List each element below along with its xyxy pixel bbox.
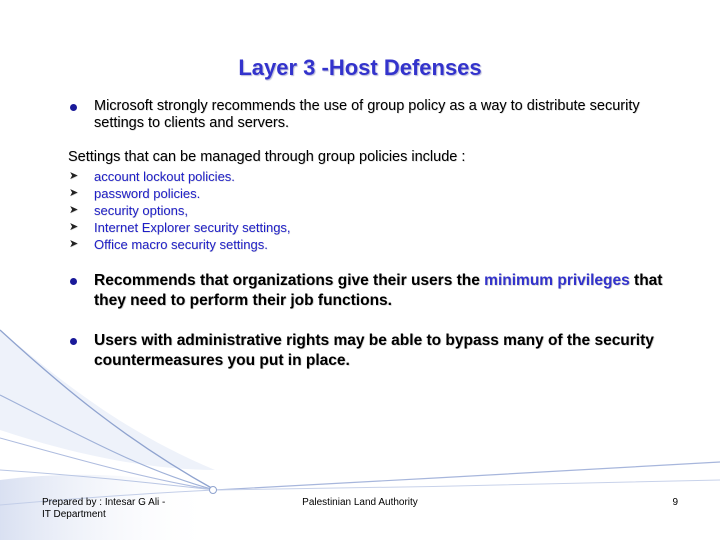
slide-title: Layer 3 -Host Defenses	[238, 55, 482, 80]
footer-author: Prepared by : Intesar G Ali - IT Department	[42, 497, 166, 520]
page-number: 9	[672, 497, 678, 508]
list-item: ➤ account lockout policies.	[69, 169, 235, 184]
bullet-text: Microsoft strongly recommends the use of group policy as a way to distribute security settings to clients and servers.	[94, 98, 640, 131]
settings-list	[68, 168, 688, 253]
arrow-bullet-icon: ➤	[69, 204, 79, 216]
arrow-bullet-icon: ➤	[69, 187, 79, 199]
bullet-dot-icon	[70, 338, 77, 345]
list-item: ➤ Office macro security settings.	[69, 237, 268, 252]
bullet-administrative-rights	[68, 331, 688, 371]
list-item: ➤ password policies.	[69, 186, 201, 201]
bullet-text: Users with administrative rights may be able to bypass many of the security countermeasures you put in place.	[94, 332, 654, 369]
highlight-text: minimum privileges	[484, 272, 630, 289]
footer-organization: Palestinian Land Authority	[302, 497, 418, 508]
arrow-bullet-icon: ➤	[69, 170, 79, 182]
slide-content	[68, 98, 688, 371]
list-item: ➤ Internet Explorer security settings,	[69, 220, 291, 235]
bullet-group-policy	[68, 98, 688, 132]
bullet-dot-icon	[70, 104, 77, 111]
settings-intro: Settings that can be managed through group policies include :	[68, 149, 466, 165]
arrow-bullet-icon: ➤	[69, 221, 79, 233]
bullet-dot-icon	[70, 278, 77, 285]
arrow-bullet-icon: ➤	[69, 238, 79, 250]
list-item: ➤ security options,	[69, 203, 188, 218]
bullet-minimum-privileges: Recommends that organizations give their users the minimum privileges that they need to perform their job functions.	[68, 271, 688, 311]
